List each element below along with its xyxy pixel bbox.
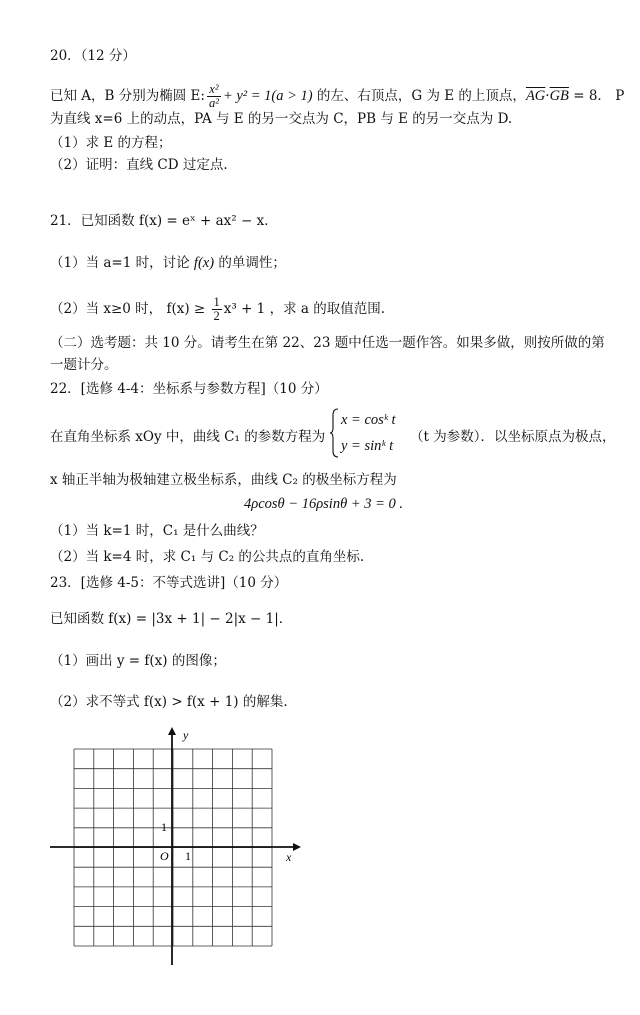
x-unit-label: 1 xyxy=(185,849,191,863)
q20-line1-text-c: 的左、右顶点，G 为 E 的上顶点， xyxy=(312,88,526,104)
q20-line1 xyxy=(50,83,624,110)
q22-system-eq2: y = sinᵏ t xyxy=(341,438,394,454)
q22-line1-b: （t 为参数）．以坐标原点为极点， xyxy=(410,429,616,445)
q21-fraction-denominator: 2 xyxy=(213,309,220,323)
q20-line2: 为直线 x=6 上的动点，PA 与 E 的另一交点为 C，PB 与 E 的另一交点为 D. xyxy=(50,111,513,127)
q21-part2-text-a: （2）当 x≥0 时， f(x) ≥ xyxy=(50,301,210,317)
coordinate-grid xyxy=(45,725,305,975)
q21-part1-text-a: （1）当 a=1 时，讨论 xyxy=(50,255,194,271)
brace-icon xyxy=(330,407,340,459)
elective-note-line2: 一题计分。 xyxy=(50,357,118,373)
q21-fraction xyxy=(212,296,222,323)
q23-part1: （1）画出 y = f(x) 的图像； xyxy=(50,653,226,669)
q23-line1: 已知函数 f(x) = |3x + 1| − 2|x − 1|． xyxy=(50,611,293,627)
q21-fraction-numerator: 1 xyxy=(213,295,220,309)
x-axis-label: x xyxy=(286,850,292,864)
q20-fraction-numerator: x² xyxy=(207,83,221,97)
q21-part1 xyxy=(50,254,286,272)
q22-line1-a: 在直角坐标系 xOy 中，曲线 C₁ 的参数方程为 xyxy=(50,429,326,445)
q21-part1-text-b: 的单调性； xyxy=(214,255,286,271)
q23-part2: （2）求不等式 f(x) > f(x + 1) 的解集. xyxy=(50,694,288,710)
y-axis-label: y xyxy=(183,728,189,742)
elective-note-line1: （二）选考题：共 10 分。请考生在第 22、23 题中任选一题作答。如果多做，则按所做的第 xyxy=(50,335,605,351)
y-axis-arrow-icon xyxy=(168,727,176,735)
q21-part1-fx: f(x) xyxy=(193,255,215,271)
q20-ellipse-eq-rest: + y² = 1(a > 1) xyxy=(222,88,313,104)
q22-line2: x 轴正半轴为极轴建立极坐标系，曲线 C₂ 的极坐标方程为 xyxy=(50,472,397,488)
q22-polar-equation: 4ρcosθ − 16ρsinθ + 3 = 0 . xyxy=(244,496,404,512)
q22-system-eq1: x = cosᵏ t xyxy=(341,412,396,428)
q20-part2: （2）证明：直线 CD 过定点. xyxy=(50,157,228,173)
q21-header: 21．已知函数 f(x) = eˣ + ax² − x． xyxy=(50,213,278,229)
q22-system-brace xyxy=(330,407,340,459)
q23-header: 23．[选修 4-5：不等式选讲]（10 分） xyxy=(50,575,288,591)
y-unit-label: 1 xyxy=(161,820,167,834)
q20-fraction-denominator: a² xyxy=(208,96,219,110)
q21-part2 xyxy=(50,296,385,323)
q20-header: 20．（12 分） xyxy=(50,48,136,64)
q22-header: 22．[选修 4-4：坐标系与参数方程]（10 分） xyxy=(50,381,328,397)
q20-line1-text-d: = 8． P xyxy=(568,88,625,104)
q21-part2-text-b: x³ + 1 ，求 a 的取值范围. xyxy=(223,301,385,317)
q22-part1: （1）当 k=1 时，C₁ 是什么曲线？ xyxy=(50,523,264,539)
x-axis-arrow-icon xyxy=(293,843,301,851)
q20-part1: （1）求 E 的方程； xyxy=(50,135,172,151)
q20-ellipse-fraction xyxy=(207,83,221,110)
q22-part2: （2）当 k=4 时，求 C₁ 与 C₂ 的公共点的直角坐标. xyxy=(50,549,365,565)
q20-line1-text-a: 已知 A，B 分别为椭圆 E: xyxy=(50,88,205,104)
q20-vector-ag: $\overline{AG}$ xyxy=(525,88,546,104)
q20-vector-gb: $\overline{GB}$ xyxy=(549,88,569,104)
q20-dot: · xyxy=(545,88,550,104)
origin-label: O xyxy=(160,849,169,863)
